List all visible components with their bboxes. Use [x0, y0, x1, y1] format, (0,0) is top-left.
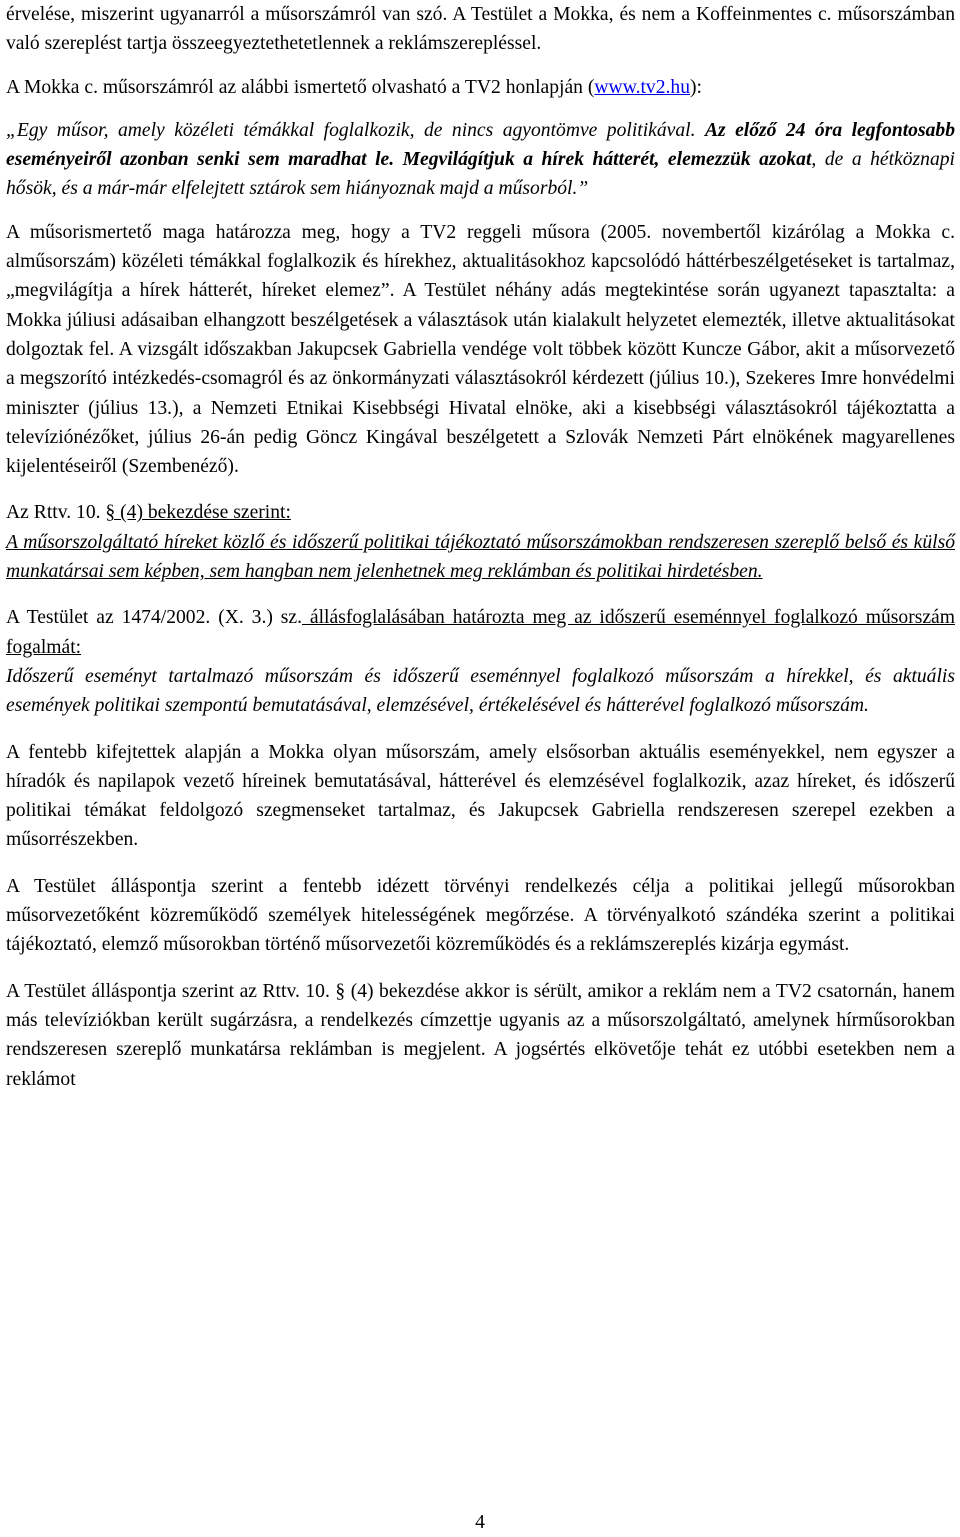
rttv-text — [6, 528, 955, 587]
paragraph-violation — [6, 977, 955, 1094]
tv2-website-link[interactable]: www.tv2.hu — [594, 76, 690, 98]
paragraph-website-intro — [6, 73, 955, 102]
definition-quote-text: Időszerű eseményt tartalmazó műsorszám és időszerű eseménnyel foglalkozó műsorszám a hírekkel, és aktuális események politikai szempontú bemutatásával, elemzésével, értékelésével és hátterével foglalkozó műsorszám. — [6, 665, 955, 717]
definition-text — [6, 662, 955, 721]
quote-bold-part: Az előző 24 óra legfontosabb eseményeiről azonban senki sem maradhat le. Megvilágítjuk a hírek hátterét, elemezzük azokat — [6, 119, 955, 171]
paragraph-argument — [6, 0, 955, 59]
paragraph-argument-text: érvelése, miszerint ugyanarról a műsorszámról van szó. A Testület a Mokka, és nem a Koffeinmentes c. műsorszámban való szereplést tartja összeegyeztethetetlennek a reklámszerepléssel. — [6, 4, 955, 55]
paragraph-program-analysis — [6, 218, 955, 482]
website-intro-end: ): — [690, 76, 702, 98]
program-analysis-text: A műsorismertető maga határozza meg, hogy a TV2 reggeli műsora (2005. novembertől kizárólag a Mokka c. alműsorszám) közéleti témákkal foglalkozik és hírekhez, aktualitásokhoz kapcsolódó háttérbeszélgetéseket is tartalmaz, „megvilágítja a hírek hátterét, híreket elemez”. A Testület néhány adás megtekintése során ugyanezt tapasztalta: a Mokka júliusi adásaiban elhangzott beszélgetések a választások után kialakult helyzetet elemezték, illetve aktualitásokat dolgoztak fel. A vizsgált időszakban Jakupcsek Gabriella vendége volt többek között Kuncze Gábor, akit a műsorvezető a megszorító intézkedés-csomagról és az önkormányzati választásokról kérdezett (július 10.), Szekeres Imre honvédelmi miniszter (július 13.), a Nemzeti Etnikai Kisebbségi Hivatal elnöke, aki a kisebbségi választásokról tájékoztatta a televíziónézőket, július 26-án pedig Göncz Kingával beszélgetett a Szlovák Nemzeti Párt elnökének magyarellenes kijelentéseiről (Szembenéző). — [6, 221, 955, 478]
violation-text-start: A Testület álláspontja szerint az Rttv. 10. — [6, 980, 330, 1002]
paragraph-board-position — [6, 872, 955, 960]
definition-intro-resolution: A Testület az 1474/2002. (X. 3.) sz. — [6, 607, 303, 629]
definition-intro-text: állásfoglalásában határozta meg az időszerű eseménnyel foglalkozó műsorszám fogalmát: — [6, 607, 955, 658]
quote-italic-part-1: „Egy műsor, amely közéleti témákkal foglalkozik, de nincs agyontömve politikával. — [6, 119, 705, 141]
board-position-text: A Testület álláspontja szerint a fentebb idézett törvényi rendelkezés célja a politikai jellegű műsorokban műsorvezetőként közreműködő személyek hitelességének megőrzése. A törvényalkotó szándéka szerint a politikai tájékoztató, elemző műsorokban történő műsorvezetői közreműködés és a reklámszereplés kizárja egymást. — [6, 875, 955, 956]
quote-italic-part-2: , de a hétköznapi hősök, és a már-már elfelejtett sztárok sem hiányoznak majd a műsorból.” — [6, 149, 956, 200]
website-intro-text: A Mokka c. műsorszámról az alábbi ismertető olvasható a TV2 honlapján ( — [6, 76, 595, 98]
definition-intro — [6, 603, 955, 662]
document-page — [6, 0, 955, 1094]
rttv-heading-section: § (4) bekezdése szerint: — [105, 502, 291, 524]
rttv-heading-law: Az Rttv. 10. — [6, 502, 101, 524]
page-number: 4 — [475, 1512, 485, 1533]
program-description-quote — [6, 116, 955, 204]
rttv-quote-text: A műsorszolgáltató híreket közlő és időszerű politikai tájékoztató műsorszámokban rendszeresen szereplő belső és külső munkatársai sem képben, sem hangban nem jelenhetnek meg reklámban és politikai hirdetésben. — [6, 531, 955, 583]
violation-text-rest: § (4) bekezdése akkor is sérült, amikor a reklám nem a TV2 csatornán, hanem más televíziókban került sugárzásra, a rendelkezés címzettje ugyanis az a műsorszolgáltató, amelynek hírműsorokban rendszeresen szereplő munkatársa reklámban is megjelent. A jogsértés elkövetője tehát ez utóbbi esetekben nem a reklámot — [6, 980, 955, 1090]
paragraph-conclusion-mokka — [6, 738, 955, 855]
rttv-heading — [6, 498, 955, 527]
conclusion-mokka-text: A fentebb kifejtettek alapján a Mokka olyan műsorszám, amely elsősorban aktuális eseményekkel, nem egyszer a híradók és napilapok vezető híreinek bemutatásával, hátterével és elemzésével foglalkozik, azaz híreket, és időszerű politikai témákat feldolgozó szegmenseket tartalmaz, és Jakupcsek Gabriella rendszeresen szerepel ezekben a műsorrészekben. — [6, 741, 955, 851]
